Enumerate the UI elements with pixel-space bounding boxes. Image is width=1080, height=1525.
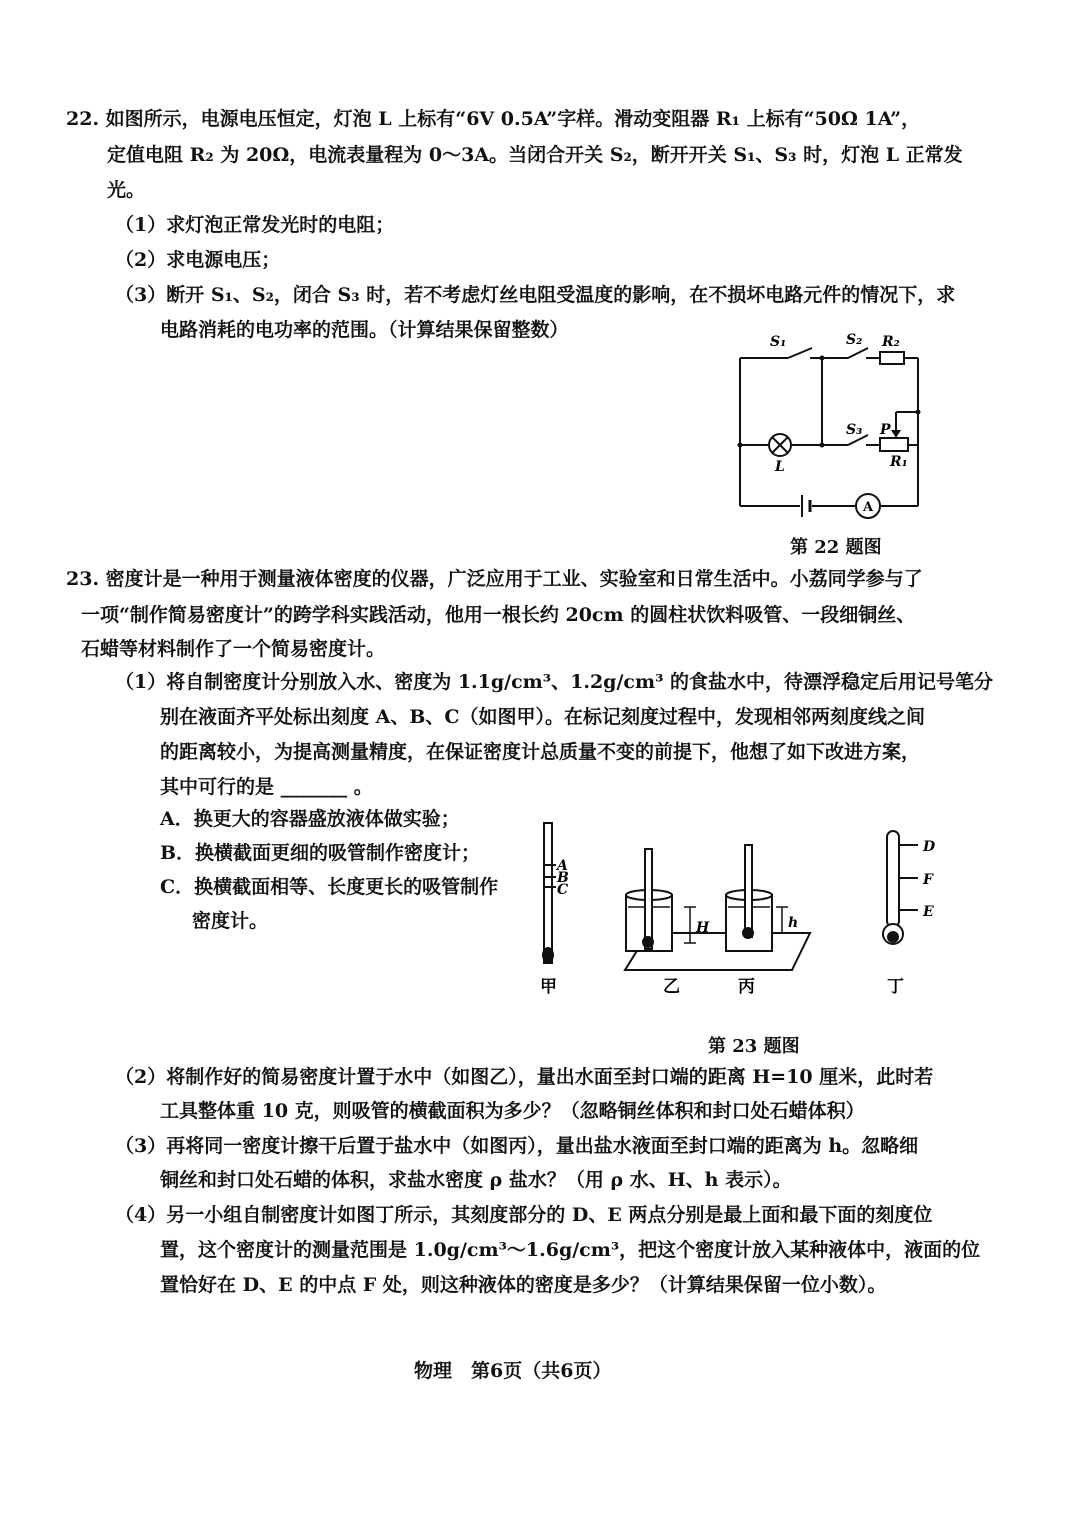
hydrometer-figure	[530, 815, 960, 1000]
label-r2: R₂	[882, 334, 900, 350]
label-s1: S₁	[770, 334, 787, 350]
q23-part-4-line-3: 置恰好在 D、E 的中点 F 处，则这种液体的密度是多少？（计算结果保留一位小数）。	[160, 1274, 887, 1296]
q22-part-3-cont: 电路消耗的电功率的范围。（计算结果保留整数）	[160, 319, 569, 341]
q22-line-2: 定值电阻 R₂ 为 20Ω，电流表量程为 0～3A。当闭合开关 S₂，断开开关 S₁、S₃ 时，灯泡 L 正常发	[107, 144, 963, 166]
label-s2: S₂	[846, 332, 863, 348]
page-footer: 物理 第6页（共6页）	[414, 1360, 612, 1382]
option-a: A．换更大的容器盛放液体做实验；	[160, 808, 460, 830]
mark-e: E	[923, 904, 934, 920]
mark-f: F	[923, 872, 933, 888]
mark-h-lower: h	[788, 915, 799, 931]
q23-line-1: 23. 密度计是一种用于测量液体密度的仪器，广泛应用于工业、实验室和日常生活中。小荔同学参与了	[66, 568, 923, 590]
option-b: B．换横截面更细的吸管制作密度计；	[160, 842, 481, 864]
q23-line-3: 石蜡等材料制作了一个简易密度计。	[81, 638, 386, 660]
q23-part-3-line-2: 铜丝和封口处石蜡的体积，求盐水密度 ρ 盐水？（用 ρ 水、H、h 表示）。	[160, 1169, 792, 1191]
mark-a: A	[557, 858, 568, 874]
mark-b: B	[557, 870, 569, 886]
mark-d: D	[923, 839, 936, 855]
figure-23-caption: 第 23 题图	[708, 1036, 800, 1057]
q23-part-2-line-2: 工具整体重 10 克，则吸管的横截面积为多少？（忽略铜丝体积和封口处石蜡体积）	[160, 1100, 865, 1122]
ammeter-label: A	[863, 500, 874, 515]
q23-part-1-line-1: （1）将自制密度计分别放入水、密度为 1.1g/cm³、1.2g/cm³ 的食盐水中，待漂浮稳定后用记号笔分	[115, 671, 994, 693]
figure-22-caption: 第 22 题图	[790, 537, 882, 558]
q22-part-1: （1）求灯泡正常发光时的电阻；	[115, 214, 395, 236]
label-r1: R₁	[890, 454, 908, 470]
sub-label-bing: 丙	[738, 977, 755, 997]
q23-part-4-line-1: （4）另一小组自制密度计如图丁所示，其刻度部分的 D、E 两点分别是最上面和最下面的刻度位	[115, 1204, 933, 1226]
q22-part-3: （3）断开 S₁、S₂，闭合 S₃ 时，若不考虑灯丝电阻受温度的影响，在不损坏电路元件的情况下，求	[115, 284, 956, 306]
q23-part-3-line-1: （3）再将同一密度计擦干后置于盐水中（如图丙），量出盐水液面至封口端的距离为 h。忽略细	[115, 1135, 919, 1157]
sub-label-jia: 甲	[540, 977, 557, 997]
q22-line-3: 光。	[107, 179, 146, 201]
q23-part-1-line-3: 的距离较小，为提高测量精度，在保证密度计总质量不变的前提下，他想了如下改进方案，	[160, 741, 921, 763]
q23-part-4-line-2: 置，这个密度计的测量范围是 1.0g/cm³～1.6g/cm³，把这个密度计放入某种液体中，液面的位	[160, 1239, 981, 1261]
q23-part-1-line-4: 其中可行的是 _______ 。	[160, 776, 373, 798]
q22-line-1: 22. 如图所示，电源电压恒定，灯泡 L 上标有“6V 0.5A”字样。滑动变阻器 R₁ 上标有“50Ω 1A”，	[66, 108, 921, 130]
label-p: P	[880, 422, 891, 438]
circuit-diagram	[730, 330, 940, 520]
option-c: C．换横截面相等、长度更长的吸管制作	[160, 876, 499, 898]
q23-part-1-line-2: 别在液面齐平处标出刻度 A、B、C（如图甲）。在标记刻度过程中，发现相邻两刻度线之间	[160, 706, 926, 728]
option-c-cont: 密度计。	[192, 910, 269, 932]
q22-part-2: （2）求电源电压；	[115, 249, 281, 271]
sub-label-ding: 丁	[887, 977, 904, 997]
q23-line-2: 一项“制作简易密度计”的跨学科实践活动，他用一根长约 20cm 的圆柱状饮料吸管、一段细铜丝、	[81, 604, 916, 626]
q23-part-2-line-1: （2）将制作好的简易密度计置于水中（如图乙），量出水面至封口端的距离 H=10 厘米，此时若	[115, 1066, 934, 1088]
label-lamp: L	[775, 459, 785, 475]
mark-h-upper: H	[696, 920, 710, 936]
mark-c: C	[557, 882, 569, 898]
label-s3: S₃	[846, 422, 863, 438]
sub-label-yi: 乙	[663, 977, 680, 997]
